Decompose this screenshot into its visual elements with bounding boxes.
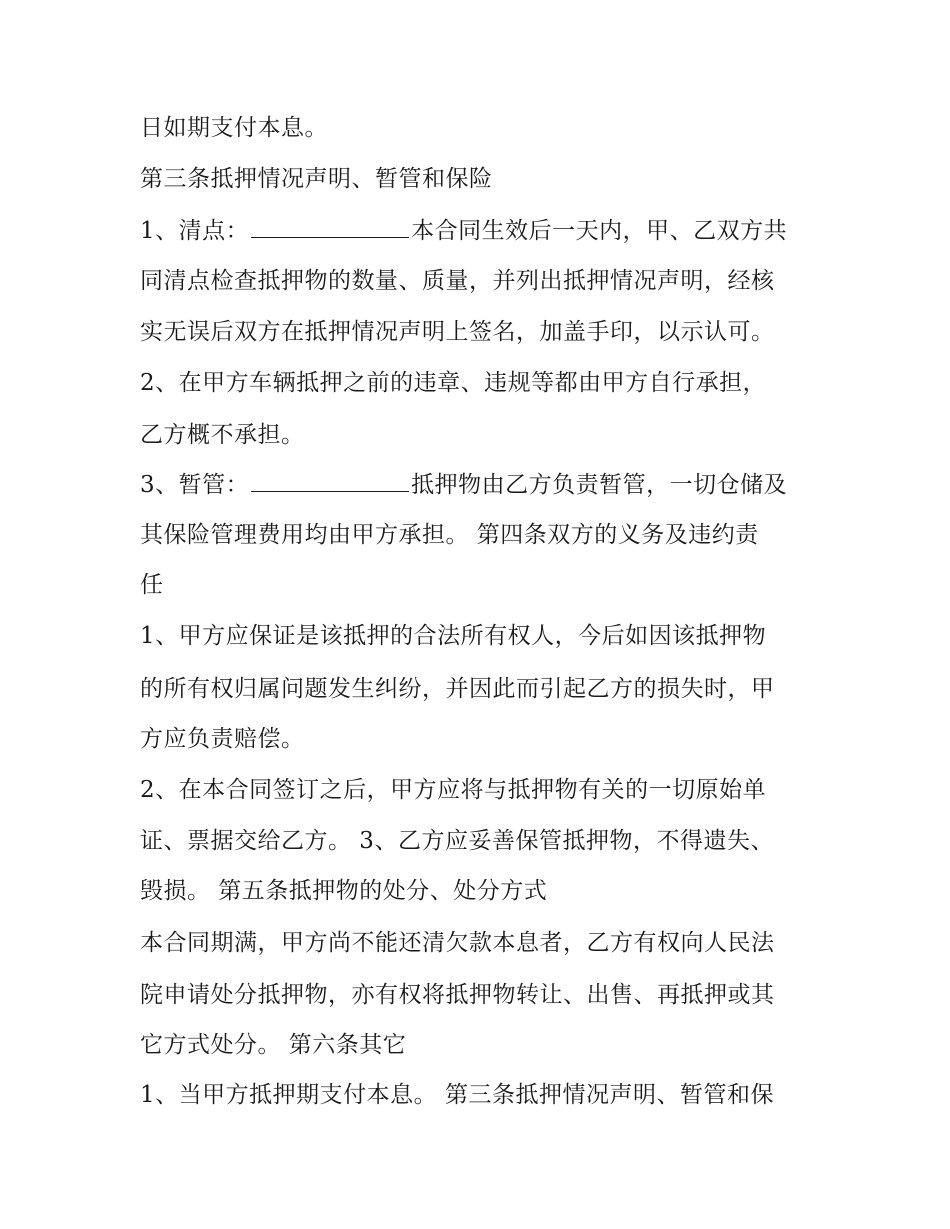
text-line <box>140 470 830 500</box>
section-heading: 第三条抵押情况声明、暂管和保险 <box>140 166 493 192</box>
clause-prefix: 3、暂管： <box>140 472 250 498</box>
text-line: 方应负责赔偿。 <box>140 726 305 752</box>
text-line: 的所有权归属问题发生纠纷，并因此而引起乙方的损失时，甲 <box>140 676 775 702</box>
text-line: 毁损。 第五条抵押物的处分、处分方式 <box>140 878 548 904</box>
text-line: 证、票据交给乙方。 3、乙方应妥善保管抵押物，不得遗失、 <box>140 828 774 854</box>
fill-in-blank <box>251 471 409 492</box>
clause-text: 抵押物由乙方负责暂管，一切仓储及 <box>411 472 788 498</box>
text-line: 同清点检查抵押物的数量、质量，并列出抵押情况声明，经核 <box>140 268 775 294</box>
text-line: 它方式处分。 第六条其它 <box>140 1032 407 1058</box>
text-line: 本合同期满，甲方尚不能还清欠款本息者，乙方有权向人民法 <box>140 930 775 956</box>
text-line: 实无误后双方在抵押情况声明上签名，加盖手印，以示认可。 <box>140 319 775 345</box>
text-line: 1、甲方应保证是该抵押的合法所有权人，今后如因该抵押物 <box>140 623 767 649</box>
text-line: 其保险管理费用均由甲方承担。 第四条双方的义务及违约责 <box>140 522 759 548</box>
text-line <box>140 216 830 246</box>
text-line: 院申请处分抵押物，亦有权将抵押物转让、出售、再抵押或其 <box>140 982 775 1008</box>
fill-in-blank <box>251 217 409 238</box>
text-line: 任 <box>140 572 164 598</box>
clause-text: 本合同生效后一天内，甲、乙双方共 <box>411 218 788 244</box>
text-line: 日如期支付本息。 <box>140 115 328 141</box>
text-line: 2、在本合同签订之后，甲方应将与抵押物有关的一切原始单 <box>140 777 767 803</box>
text-line: 乙方概不承担。 <box>140 422 305 448</box>
clause-prefix: 1、清点： <box>140 218 250 244</box>
text-line: 1、当甲方抵押期支付本息。 第三条抵押情况声明、暂管和保 <box>140 1082 774 1108</box>
text-line: 2、在甲方车辆抵押之前的违章、违规等都由甲方自行承担， <box>140 370 767 396</box>
